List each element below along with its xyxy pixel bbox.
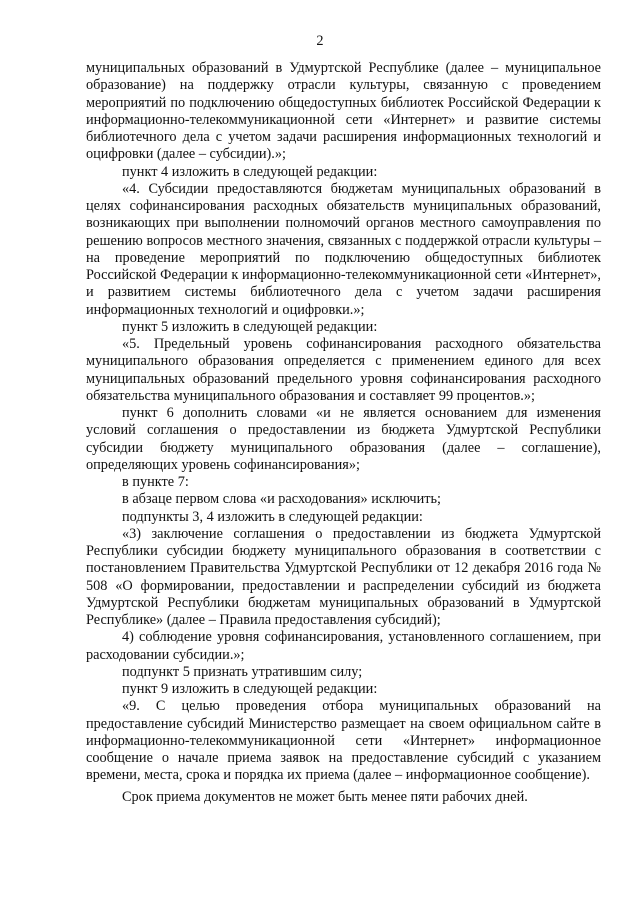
paragraph-item-9-text: «9. С целью проведения отбора муниципальных образований на предоставление субсидий Министерство размещает на своем официальном сайте в информационно-телекоммуникационной сети «Интернет» информационное сообщение о начале приема заявок на предоставление субсидий с указанием времени, места, срока и порядка их приема (далее – информационное сообщение). <box>86 698 601 784</box>
paragraph-deadline: Срок приема документов не может быть менее пяти рабочих дней. <box>122 788 528 805</box>
paragraph-item-4-text: «4. Субсидии предоставляются бюджетам муниципальных образований в целях софинансирования расходных обязательств муниципальных образований, возникающих при выполнении полномочий органов местного самоуправления по решению вопросов местного значения, связанных с поддержкой отрасли культуры – на проведение мероприятий по подключению общедоступных библиотек Российской Федерации к информационно-телекоммуникационной сети «Интернет», и развитием системы библиотечного дела с учетом задачи расширения информационных технологий и оцифровки.»; <box>86 180 601 318</box>
paragraph-item-7-intro: в пункте 7: <box>122 474 189 490</box>
paragraph-item-5-intro: пункт 5 изложить в следующей редакции: <box>122 318 378 335</box>
paragraph-subitem-5: подпункт 5 признать утратившим силу; <box>122 663 363 680</box>
paragraph-subitem-4: 4) соблюдение уровня софинансирования, установленного соглашением, при расходовании субсидии.»; <box>86 629 601 663</box>
paragraph-item-4-intro: пункт 4 изложить в следующей редакции: <box>122 163 378 180</box>
paragraph-subitems-intro: подпункты 3, 4 изложить в следующей редакции: <box>122 508 423 525</box>
paragraph-item-6: пункт 6 дополнить словами «и не является основанием для изменения условий соглашения о предоставлении из бюджета Удмуртской Республики субсидии бюджету муниципального образования (далее – соглашение), определяющих уровень софинансирования»; <box>86 405 601 473</box>
paragraph-item-5-text: «5. Предельный уровень софинансирования расходного обязательства муниципального образования определяется с применением единого для всех муниципальных образований предельного уровня софинансирования расходного обязательства муниципального образования и составляет 99 процентов.»; <box>86 336 601 404</box>
paragraph-item-7-first: в абзаце первом слова «и расходования» исключить; <box>122 491 442 508</box>
paragraph-item-9-intro: пункт 9 изложить в следующей редакции: <box>122 681 378 697</box>
paragraph-subitem-3: «3) заключение соглашения о предоставлении из бюджета Удмуртской Республики субсидии бюджету муниципального образования в соответствии с постановлением Правительства Удмуртской Республики от 12 декабря 2016 года № 508 «О формировании, предоставлении и распределении субсидий из бюджета Удмуртской Республики бюджетам муниципальных образований в Удмуртской Республике» (далее – Правила предоставления субсидий); <box>86 525 601 628</box>
paragraph-continuation: муниципальных образований в Удмуртской Республике (далее – муниципальное образование) на поддержку отрасли культуры, связанную с проведением мероприятий по подключению общедоступных библиотек Российской Федерации к информационно-телекоммуникационной сети «Интернет» и развитие системы библиотечного дела с учетом задачи расширения информационных технологий и оцифровки (далее – субсидии).»; <box>86 60 601 163</box>
document-body <box>86 60 601 806</box>
page-number: 2 <box>316 33 324 49</box>
